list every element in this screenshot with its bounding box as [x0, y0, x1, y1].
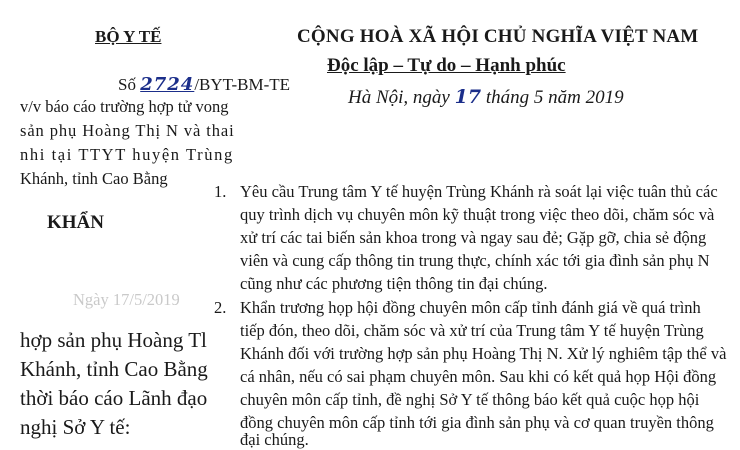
subject-line: nhi tại TTYT huyện Trùng — [20, 145, 234, 164]
place-date — [348, 86, 624, 109]
item-line: quy trình dịch vụ chuyên môn kỹ thuật trong việc theo dõi, chăm sóc và — [240, 205, 715, 224]
item-line: đại chúng. — [240, 430, 309, 449]
item-line: chuyên môn cấp tỉnh, đề nghị Sở Y tế thông báo kết quả cuộc họp hội — [240, 390, 700, 409]
body-left-line: thời báo cáo Lãnh đạo — [20, 386, 208, 410]
body-left-line: hợp sản phụ Hoàng Tl — [20, 328, 207, 352]
subject-line: Khánh, tỉnh Cao Bằng — [20, 169, 168, 188]
document-number-handwritten: 2724 — [140, 74, 195, 95]
item-line: Khánh đối với trường hợp sản phụ Hoàng Thị N. Xử lý nghiêm tập thể và — [240, 344, 727, 363]
item-number: 2. — [214, 298, 227, 317]
national-motto: Độc lập – Tự do – Hạnh phúc — [327, 55, 566, 76]
subject-line: v/v báo cáo trường hợp tử vong — [20, 97, 229, 116]
body-left-line: nghị Sở Y tế: — [20, 415, 131, 439]
item-line: Yêu cầu Trung tâm Y tế huyện Trùng Khánh rà soát lại việc tuân thủ các — [240, 182, 718, 201]
day-handwritten: 17 — [454, 86, 482, 108]
document-number-suffix: /BYT-BM-TE — [194, 75, 291, 94]
document-number — [118, 74, 290, 95]
place-date-suffix: tháng 5 năm 2019 — [485, 87, 624, 108]
item-line: Khẩn trương họp hội đồng chuyên môn cấp tỉnh đánh giá về quá trình — [240, 298, 701, 317]
item-line: cá nhân, nếu có sai phạm chuyên môn. Sau khi có kết quả họp Hội đồng — [240, 367, 717, 386]
item-line: xử trí các tai biến sản khoa trong và ngay sau đẻ; Gặp gỡ, chia sẻ động — [240, 228, 707, 247]
item-line: cũng như các phương tiện thông tin đại chúng. — [240, 274, 548, 293]
place-date-prefix: Hà Nội, ngày — [348, 87, 450, 108]
item-line: tiếp đón, theo dõi, chăm sóc và xử trí của Trung tâm Y tế huyện Trùng — [240, 321, 704, 340]
document-number-prefix: Số — [118, 75, 136, 94]
item-line: viên và cung cấp thông tin trung thực, chính xác tới gia đình sản phụ N — [240, 251, 710, 270]
organization-name: BỘ Y TẾ — [95, 27, 162, 46]
state-name: CỘNG HOÀ XÃ HỘI CHỦ NGHĨA VIỆT NAM — [297, 26, 699, 47]
body-left-line: Khánh, tỉnh Cao Bằng — [20, 357, 208, 381]
faded-stamp-text: Ngày 17/5/2019 — [73, 290, 180, 309]
item-line: đồng chuyên môn cấp tỉnh tới gia đình sản phụ và cơ quan truyền thông — [240, 413, 714, 432]
subject-line: sản phụ Hoàng Thị N và thai — [20, 121, 235, 140]
urgency-label: KHẨN — [47, 212, 104, 233]
item-number: 1. — [214, 182, 227, 201]
